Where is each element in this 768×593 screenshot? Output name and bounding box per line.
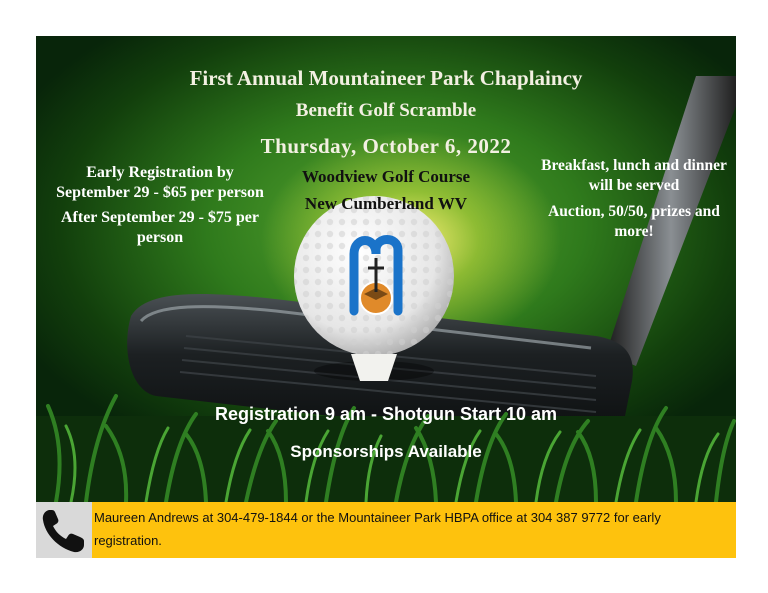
meals-info: Breakfast, lunch and dinner will be served — [541, 157, 727, 194]
sponsorships-available: Sponsorships Available — [290, 442, 482, 461]
venue-name: Woodview Golf Course — [301, 167, 471, 186]
event-poster — [36, 36, 736, 502]
event-date: Thursday, October 6, 2022 — [260, 134, 512, 158]
contact-bar — [36, 502, 736, 558]
amenities-block — [534, 156, 734, 248]
venue-location: New Cumberland WV — [304, 194, 468, 213]
telephone-handset-icon — [36, 502, 92, 558]
event-title-line-2: Benefit Golf Scramble — [295, 100, 477, 121]
contact-info: Maureen Andrews at 304-479-1844 or the Mountaineer Park HBPA office at 304 387 9772 for early registration. — [94, 510, 661, 548]
event-title-line-1: First Annual Mountaineer Park Chaplaincy — [189, 66, 583, 90]
late-registration-price: After September 29 - $75 per person — [60, 209, 260, 246]
extras-info: Auction, 50/50, prizes and more! — [548, 203, 720, 240]
phone-icon-box — [36, 502, 92, 558]
pricing-block — [50, 163, 270, 253]
early-registration-price: Early Registration by September 29 - $65 per person — [56, 164, 264, 201]
schedule-times: Registration 9 am - Shotgun Start 10 am — [214, 404, 558, 424]
